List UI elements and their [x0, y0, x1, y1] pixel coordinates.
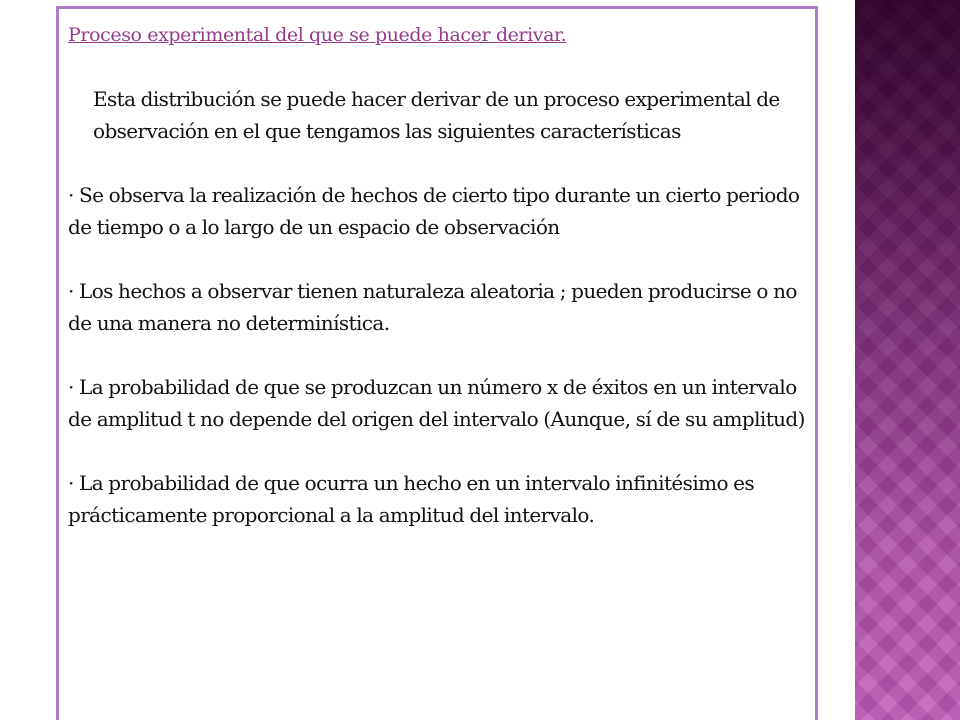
content-text-box	[56, 6, 818, 720]
spacer	[68, 243, 807, 275]
spacer	[68, 51, 807, 83]
bullet-item-3: · La probabilidad de que se produzcan un número x de éxitos en un intervalo de amplitud t no depende del origen del intervalo (Aunque, sí de su amplitud)	[68, 375, 805, 431]
bullet-item-4: · La probabilidad de que ocurra un hecho en un intervalo infinitésimo es prácticamente proporcional a la amplitud del intervalo.	[68, 471, 755, 527]
slide-heading: Proceso experimental del que se puede hacer derivar.	[68, 24, 567, 46]
intro-paragraph: Esta distribución se puede hacer derivar de un proceso experimental de observación en el que tengamos las siguientes características	[93, 87, 780, 143]
bullet-item-2: · Los hechos a observar tienen naturaleza aleatoria ; pueden producirse o no de una manera no determinística.	[68, 279, 797, 335]
spacer	[68, 147, 807, 179]
spacer	[68, 435, 807, 467]
bullet-item-1: · Se observa la realización de hechos de cierto tipo durante un cierto periodo de tiempo o a lo largo de un espacio de observación	[68, 183, 800, 239]
spacer	[68, 339, 807, 371]
decorative-side-band	[855, 0, 960, 720]
